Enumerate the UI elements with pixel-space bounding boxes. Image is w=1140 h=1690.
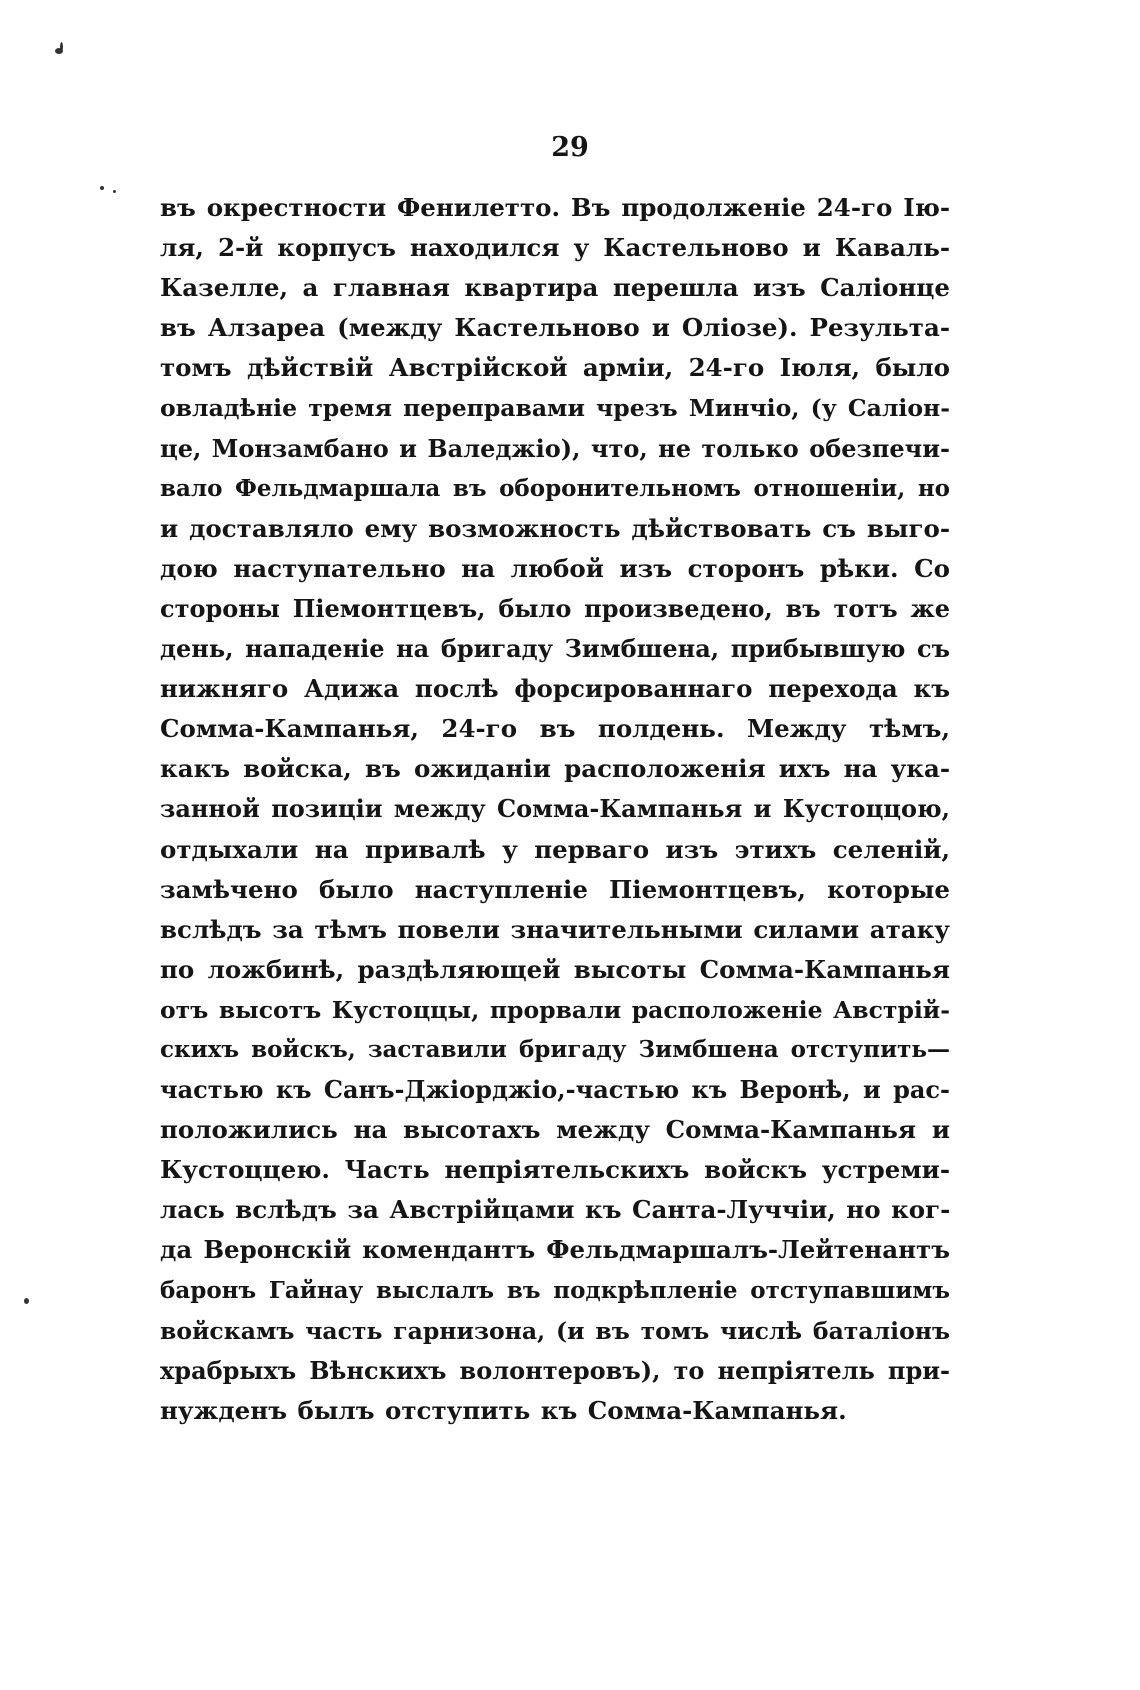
text-line: занной позиціи между Сомма-Кампанья и Кустоццою, xyxy=(160,794,950,824)
text-line: стороны Піемонтцевъ, было произведено, въ тотъ же xyxy=(160,593,950,623)
text-line: въ окрестности Фенилетто. Въ продолженіе 24-го Ію- xyxy=(160,193,950,222)
print-speck xyxy=(100,186,104,190)
text-line: Казелле, а главная квартира перешла изъ Саліонце xyxy=(160,273,950,303)
print-speck xyxy=(113,190,116,193)
page-number: 29 xyxy=(551,132,589,163)
text-line: и доставляло ему возможность дѣйствовать съ выго- xyxy=(160,513,950,543)
text-line: Сомма-Кампанья, 24-го въ полдень. Между тѣмъ, xyxy=(160,714,950,744)
text-line: вслѣдъ за тѣмъ повели значительными силами атаку xyxy=(160,914,950,944)
text-line: положились на высотахъ между Сомма-Кампанья и xyxy=(160,1115,950,1145)
text-line: дою наступательно на любой изъ сторонъ рѣки. Со xyxy=(160,553,950,583)
text-line: храбрыхъ Вѣнскихъ волонтеровъ), то непріятель при- xyxy=(160,1355,950,1385)
text-line: баронъ Гайнау выслалъ въ подкрѣпленіе отступавшимъ xyxy=(160,1276,950,1304)
text-line: отдыхали на привалѣ у перваго изъ этихъ селеній, xyxy=(160,834,950,864)
text-line: Кустоццею. Часть непріятельскихъ войскъ устреми- xyxy=(160,1155,950,1185)
print-speck xyxy=(60,42,63,52)
text-line: ля, 2-й корпусъ находился у Кастельново и Каваль- xyxy=(160,233,950,263)
text-line: да Веронскій комендантъ Фельдмаршалъ-Лейтенантъ xyxy=(160,1235,950,1265)
body-text xyxy=(160,188,950,1431)
text-line: день, нападеніе на бригаду Зимбшена, прибывшую съ xyxy=(160,634,950,664)
text-line: лась вслѣдъ за Австрійцами къ Санта-Луччіи, но ког- xyxy=(160,1195,951,1225)
text-line: томъ дѣйствій Австрійской арміи, 24-го Іюля, было xyxy=(160,353,950,383)
text-line: це, Монзамбано и Валеджіо), что, не только обезпечи- xyxy=(160,433,950,463)
text-line: нижняго Адижа послѣ форсированнаго перехода къ xyxy=(160,674,950,704)
print-speck xyxy=(24,1298,29,1304)
text-line: по ложбинѣ, раздѣляющей высоты Сомма-Кампанья xyxy=(160,954,950,984)
text-line: войскамъ часть гарнизона, (и въ томъ числѣ баталіонъ xyxy=(160,1316,950,1345)
text-line: отъ высотъ Кустоццы, прорвали расположеніе Австрій- xyxy=(160,995,950,1024)
text-line: замѣчено было наступленіе Піемонтцевъ, которые xyxy=(160,874,950,904)
text-line: въ Алзареа (между Кастельново и Оліозе). Результа- xyxy=(160,313,950,343)
text-line: какъ войска, въ ожиданіи расположенія ихъ на ука- xyxy=(160,754,950,784)
text-line: частью къ Санъ-Джіорджіо,-частью къ Веронѣ, и рас- xyxy=(160,1075,950,1105)
text-line: вало Фельдмаршала въ оборонительномъ отношеніи, но xyxy=(160,474,950,502)
text-line: скихъ войскъ, заставили бригаду Зимбшена отступить— xyxy=(160,1035,950,1063)
text-line-last: нужденъ былъ отступить къ Сомма-Кампанья. xyxy=(160,1395,847,1425)
text-line: овладѣніе тремя переправами чрезъ Минчіо, (у Саліон- xyxy=(160,394,950,423)
